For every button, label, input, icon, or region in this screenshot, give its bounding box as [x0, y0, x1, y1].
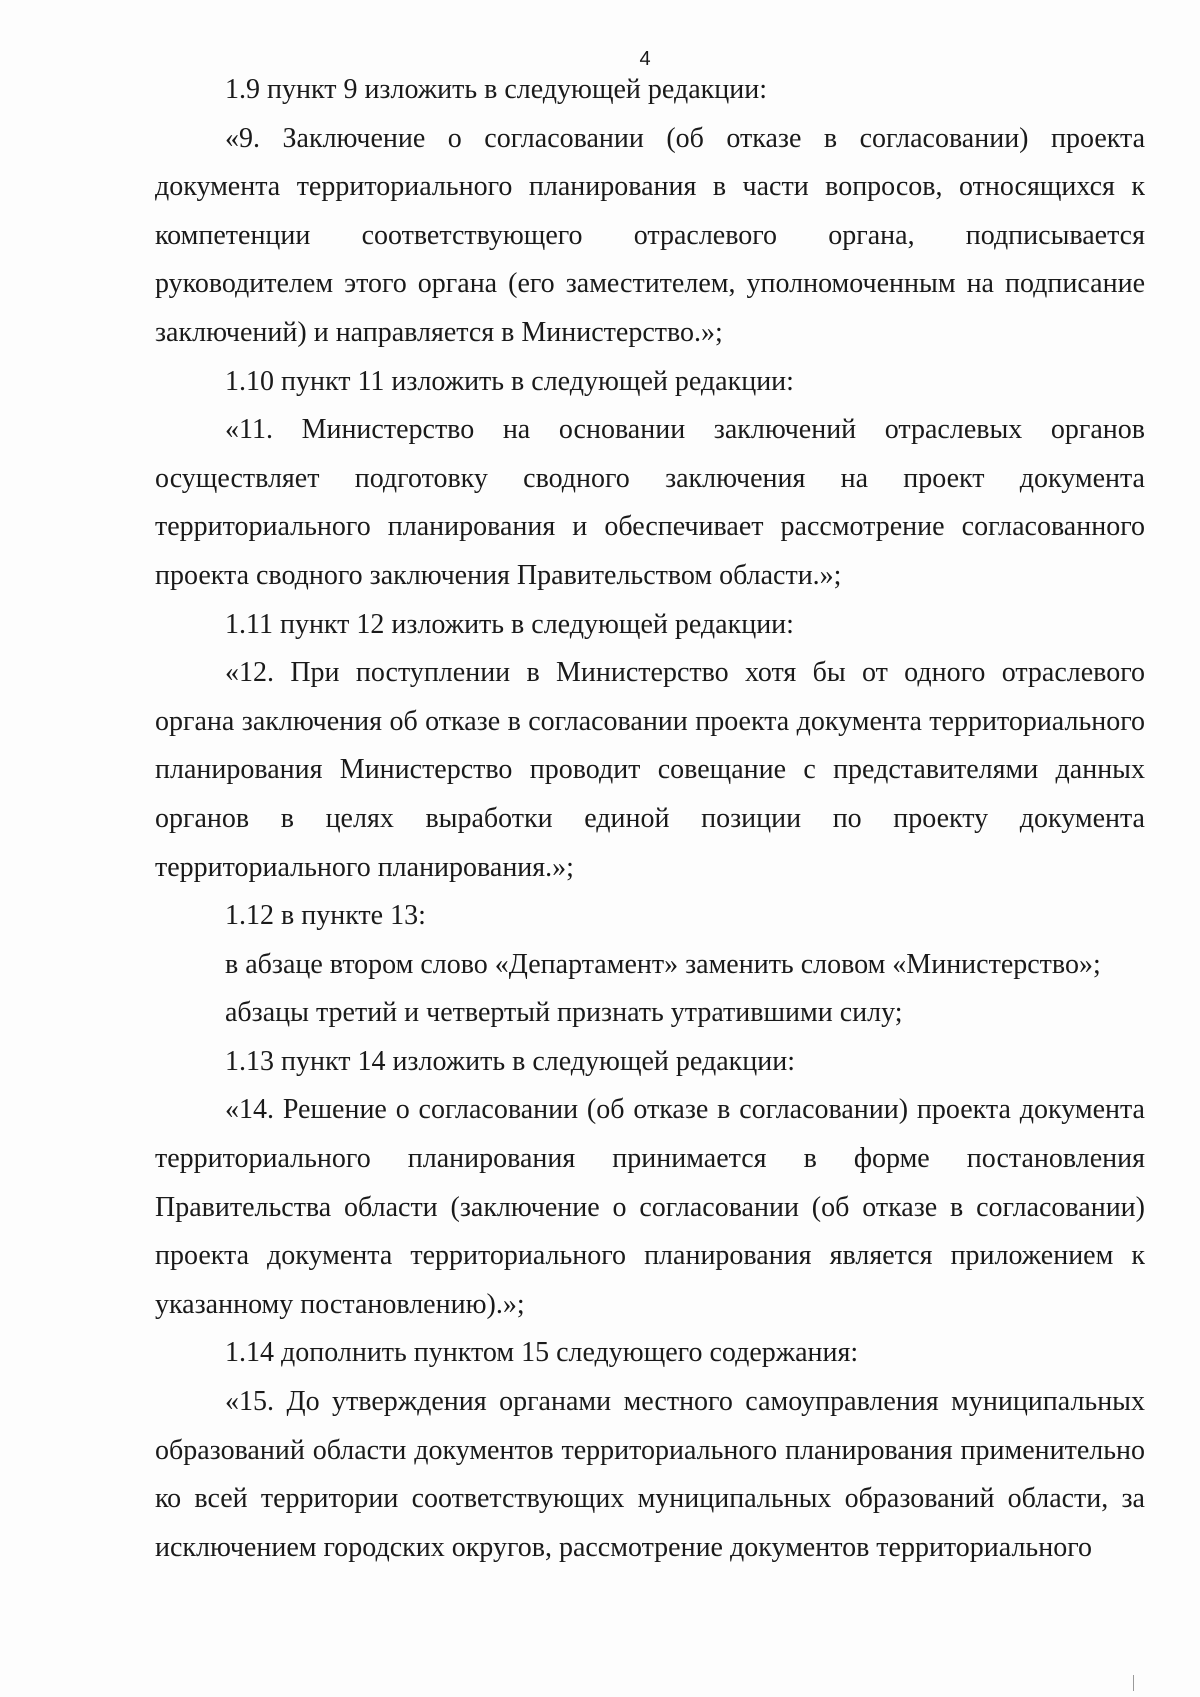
scan-artifact-mark [1133, 1675, 1134, 1691]
page-number: 4 [639, 48, 651, 70]
paragraph-1-10-heading: 1.10 пункт 11 изложить в следующей редакции: [225, 365, 794, 397]
paragraph-item-15-text: «15. До утверждения органами местного самоуправления муниципальных образований области документов территориального планирования применительно ко всей территории соответствующих муниципальных образований области, за исключением городских округов, рассмотрение документов территориального [155, 1386, 1145, 1563]
paragraph-1-12-sub-2: абзацы третий и четвертый признать утратившими силу; [225, 997, 903, 1029]
paragraph-1-12-sub-1: в абзаце втором слово «Департамент» заменить словом «Министерство»; [225, 948, 1101, 980]
paragraph-1-14-heading: 1.14 дополнить пунктом 15 следующего содержания: [225, 1337, 859, 1369]
document-body [155, 66, 1145, 1572]
paragraph-item-11-text: «11. Министерство на основании заключений отраслевых органов осуществляет подготовку сводного заключения на проект документа территориального планирования и обеспечивает рассмотрение согласованного проекта сводного заключения Правительством области.»; [155, 414, 1145, 591]
paragraph-1-13-heading: 1.13 пункт 14 изложить в следующей редакции: [225, 1045, 795, 1077]
paragraph-1-11-heading: 1.11 пункт 12 изложить в следующей редакции: [225, 608, 794, 640]
paragraph-item-9-text: «9. Заключение о согласовании (об отказе в согласовании) проекта документа территориального планирования в части вопросов, относящихся к компетенции соответствующего отраслевого органа, подписывается руководителем этого органа (его заместителем, уполномоченным на подписание заключений) и направляется в Министерство.»; [155, 122, 1145, 348]
paragraph-1-12-heading: 1.12 в пункте 13: [225, 900, 426, 932]
paragraph-1-9-heading: 1.9 пункт 9 изложить в следующей редакции: [225, 74, 767, 105]
paragraph-item-14-text: «14. Решение о согласовании (об отказе в согласовании) проекта документа территориального планирования принимается в форме постановления Правительства области (заключение о согласовании (об отказе в согласовании) проекта документа территориального планирования является приложением к указанному постановлению).»; [155, 1094, 1145, 1320]
paragraph-item-12-text: «12. При поступлении в Министерство хотя бы от одного отраслевого органа заключения об отказе в согласовании проекта документа территориального планирования Министерство проводит совещание с представителями данных органов в целях выработки единой позиции по проекту документа территориального планирования.»; [155, 657, 1145, 883]
